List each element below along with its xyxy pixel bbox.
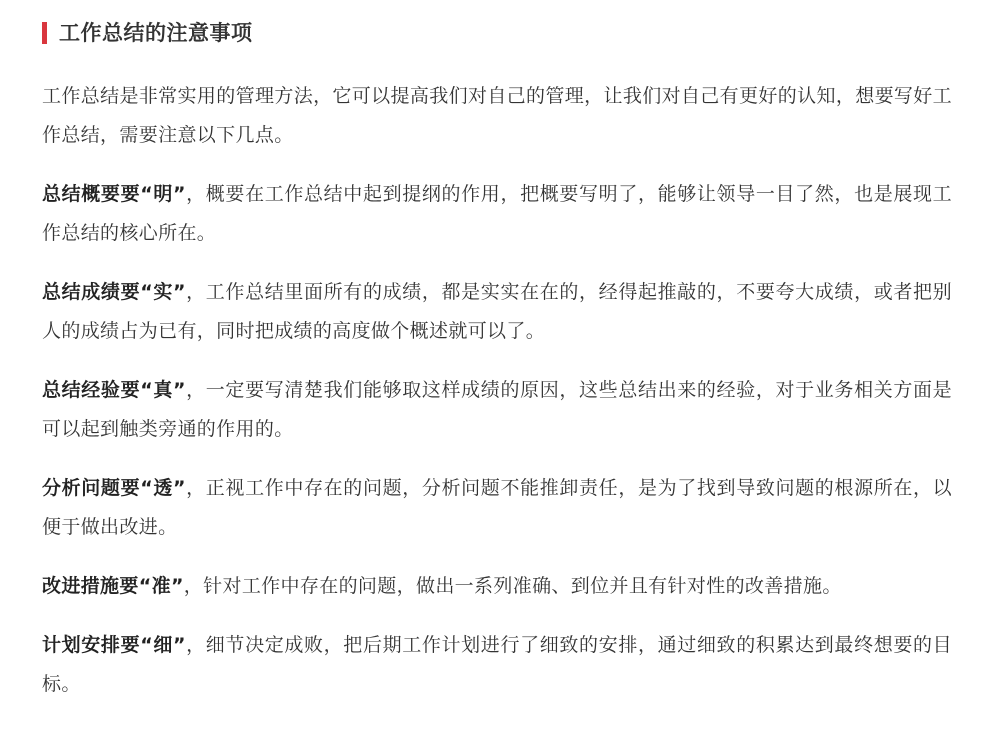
tip-text: ，一定要写清楚我们能够取这样成绩的原因，这些总结出来的经验，对于业务相关方面是可以起到触类旁通的作用的。 — [42, 379, 952, 440]
page-title: 工作总结的注意事项 — [59, 21, 253, 45]
tip-text: ，概要在工作总结中起到提纲的作用，把概要写明了，能够让领导一目了然，也是展现工作总结的核心所在。 — [42, 183, 952, 244]
heading-accent-bar — [42, 22, 47, 44]
tip-paragraph-3 — [42, 371, 952, 449]
section-heading — [42, 18, 952, 48]
tip-term: 分析问题要“透” — [42, 477, 186, 499]
tip-text: ，正视工作中存在的问题，分析问题不能推卸责任，是为了找到导致问题的根源所在，以便于做出改进。 — [42, 477, 952, 538]
tip-paragraph-5 — [42, 567, 952, 606]
tip-text: ，工作总结里面所有的成绩，都是实实在在的，经得起推敲的，不要夸大成绩，或者把别人的成绩占为已有，同时把成绩的高度做个概述就可以了。 — [42, 281, 952, 342]
tip-term: 改进措施要“准” — [42, 575, 184, 597]
tip-text: ，针对工作中存在的问题，做出一系列准确、到位并且有针对性的改善措施。 — [183, 575, 842, 597]
tip-term: 总结经验要“真” — [42, 379, 186, 401]
tip-text: ，细节决定成败，把后期工作计划进行了细致的安排，通过细致的积累达到最终想要的目标。 — [42, 634, 952, 695]
intro-paragraph: 工作总结是非常实用的管理方法，它可以提高我们对自己的管理，让我们对自己有更好的认知，想要写好工作总结，需要注意以下几点。 — [42, 85, 952, 146]
tip-term: 计划安排要“细” — [42, 634, 186, 656]
tip-paragraph-1 — [42, 175, 952, 253]
tip-paragraph-6 — [42, 626, 952, 704]
tip-paragraph-4 — [42, 469, 952, 547]
tip-paragraph-2 — [42, 273, 952, 351]
tip-term: 总结成绩要“实” — [42, 281, 186, 303]
tip-term: 总结概要要“明” — [42, 183, 186, 205]
